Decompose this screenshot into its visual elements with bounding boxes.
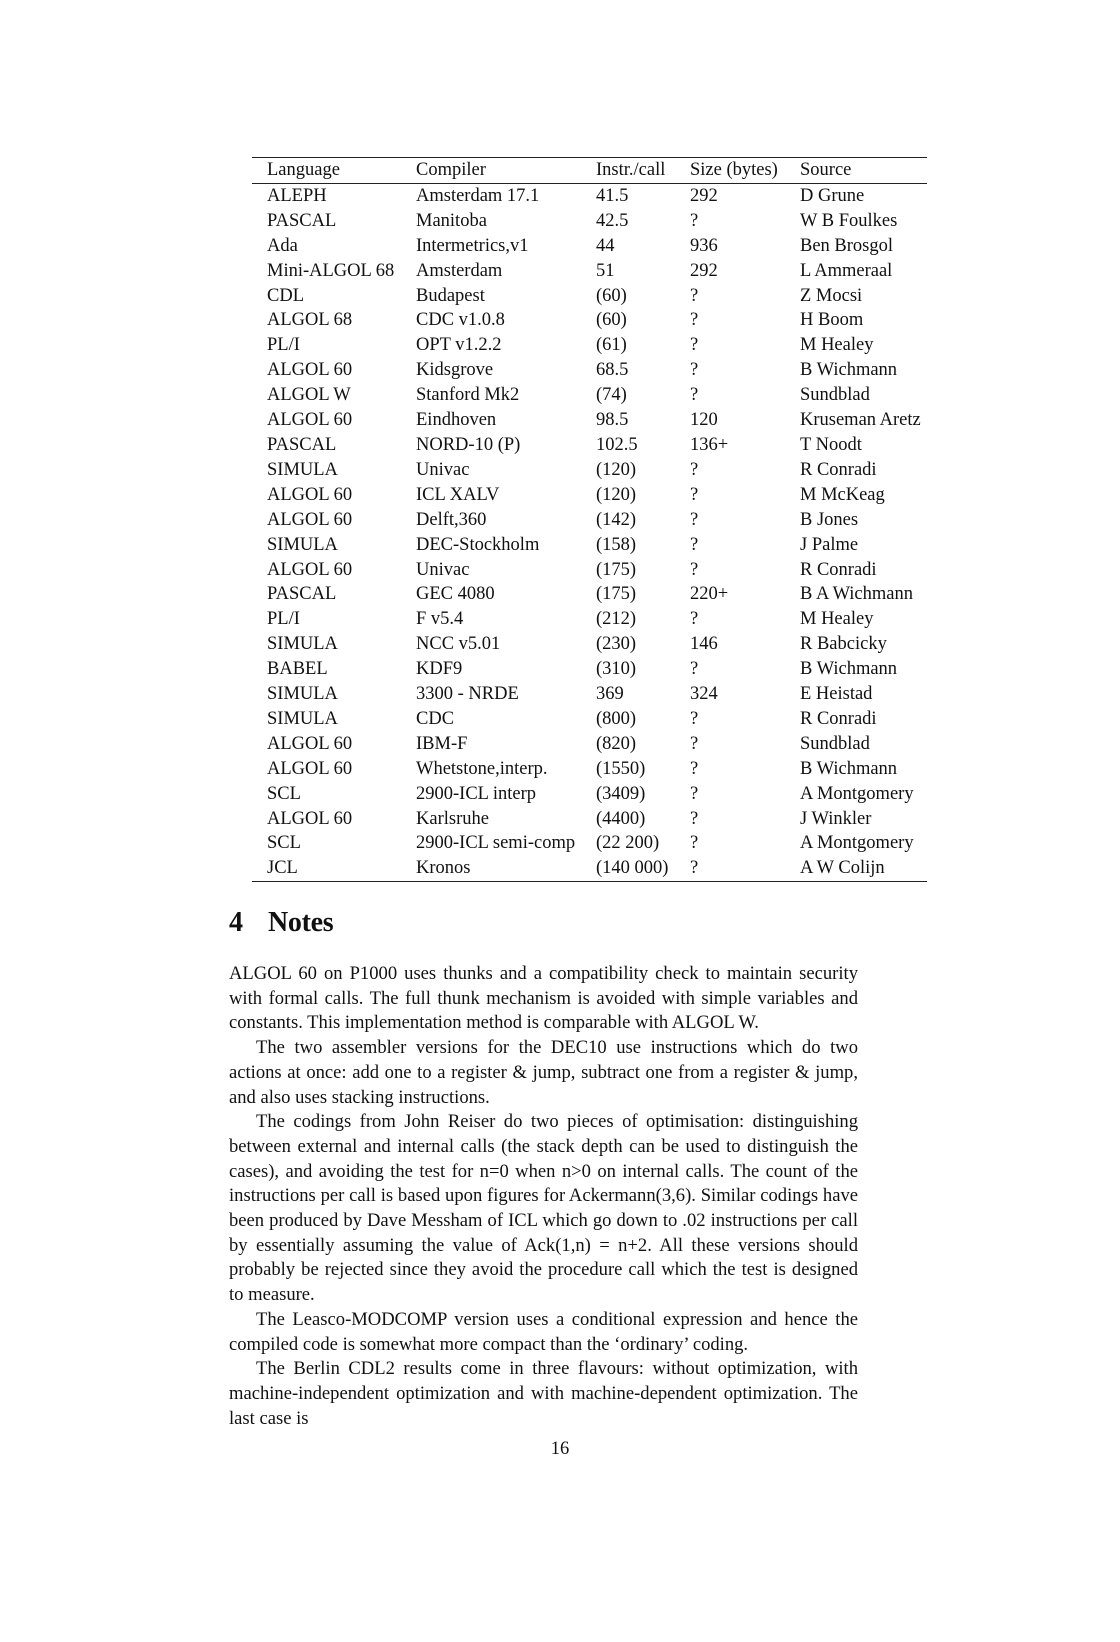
cell-instr-per-call: (120) — [596, 484, 637, 505]
cell-compiler: Amsterdam — [416, 260, 503, 281]
cell-source: D Grune — [800, 185, 865, 206]
cell-instr-per-call: (230) — [596, 634, 637, 655]
cell-language: PL/I — [267, 609, 300, 630]
cell-compiler: Whetstone,interp. — [416, 758, 548, 779]
cell-compiler: Stanford Mk2 — [416, 385, 520, 406]
cell-language: Ada — [267, 235, 298, 256]
cell-size-bytes: 292 — [690, 185, 718, 206]
cell-source: B Jones — [800, 509, 859, 530]
cell-instr-per-call: (142) — [596, 509, 637, 530]
cell-language: ALGOL 60 — [267, 733, 353, 754]
cell-compiler: Univac — [416, 559, 470, 580]
page-number: 16 — [550, 1439, 570, 1459]
cell-instr-per-call: 51 — [596, 260, 615, 281]
cell-language: SIMULA — [267, 634, 338, 655]
table-row — [252, 308, 927, 333]
table-row — [252, 383, 927, 408]
cell-instr-per-call: (800) — [596, 708, 637, 729]
table-row — [252, 234, 927, 259]
table-row — [252, 856, 927, 881]
cell-compiler: Budapest — [416, 285, 485, 306]
cell-language: ALGOL 60 — [267, 410, 353, 431]
cell-instr-per-call: 42.5 — [596, 210, 629, 231]
cell-instr-per-call: (310) — [596, 659, 637, 680]
cell-size-bytes: ? — [690, 310, 699, 331]
results-table — [252, 157, 927, 882]
table-row — [252, 259, 927, 284]
cell-instr-per-call: (158) — [596, 534, 637, 555]
table-row — [252, 807, 927, 832]
results-table-container — [252, 157, 927, 882]
paragraph: The codings from John Reiser do two pieces of optimisation: distinguishing between external and internal calls (the stack depth can be used to distinguish the cases), and avoiding the test for n=0 when n>0 on internal calls. The count of the instructions per call is based upon figures for Ackermann(3,6). Similar codings have been produced by Dave Messham of ICL which go down to .02 instructions per call by essentially assuming the value of Ack(1,n) = n+2. All these versions should probably be rejected since they avoid the procedure call which the test is designed to measure. — [229, 1111, 858, 1306]
cell-source: Sundblad — [800, 733, 870, 754]
cell-compiler: Intermetrics,v1 — [416, 235, 529, 256]
cell-instr-per-call: 369 — [596, 684, 624, 705]
cell-language: SIMULA — [267, 534, 338, 555]
header-instr-per-call: Instr./call — [596, 160, 666, 180]
table-row — [252, 558, 927, 583]
section-number: 4 — [229, 907, 243, 938]
cell-compiler: NCC v5.01 — [416, 634, 501, 655]
cell-compiler: OPT v1.2.2 — [416, 335, 502, 356]
table-row — [252, 458, 927, 483]
cell-language: Mini-ALGOL 68 — [267, 260, 395, 281]
cell-source: Kruseman Aretz — [800, 410, 921, 431]
cell-instr-per-call: (175) — [596, 559, 637, 580]
section-heading — [229, 903, 333, 943]
cell-language: ALEPH — [267, 185, 327, 206]
cell-compiler: Manitoba — [416, 210, 487, 231]
paragraph: ALGOL 60 on P1000 uses thunks and a compatibility check to maintain security with formal calls. The full thunk mechanism is avoided with simple variables and constants. This implementation method is comparable with ALGOL W. — [229, 963, 858, 1034]
cell-compiler: KDF9 — [416, 659, 463, 680]
table-row — [252, 657, 927, 682]
cell-compiler: NORD-10 (P) — [416, 434, 521, 455]
table-row — [252, 732, 927, 757]
cell-instr-per-call: (3409) — [596, 783, 646, 804]
cell-source: Sundblad — [800, 385, 870, 406]
table-row — [252, 707, 927, 732]
cell-language: ALGOL 68 — [267, 310, 353, 331]
table-row — [252, 284, 927, 309]
cell-compiler: ICL XALV — [416, 484, 500, 505]
cell-instr-per-call: (4400) — [596, 808, 646, 829]
cell-size-bytes: 292 — [690, 260, 718, 281]
cell-instr-per-call: (1550) — [596, 758, 646, 779]
cell-language: ALGOL W — [267, 385, 351, 406]
cell-source: A W Colijn — [800, 858, 885, 879]
cell-compiler: Univac — [416, 459, 470, 480]
cell-source: M Healey — [800, 335, 874, 356]
cell-size-bytes: 220+ — [690, 584, 729, 605]
cell-language: CDL — [267, 285, 304, 306]
cell-size-bytes: ? — [690, 808, 699, 829]
cell-source: T Noodt — [800, 434, 862, 455]
table-row — [252, 831, 927, 856]
cell-size-bytes: ? — [690, 360, 699, 381]
cell-size-bytes: ? — [690, 509, 699, 530]
table-row — [252, 782, 927, 807]
table-row — [252, 209, 927, 234]
cell-instr-per-call: 98.5 — [596, 410, 629, 431]
cell-language: PASCAL — [267, 434, 337, 455]
cell-size-bytes: ? — [690, 783, 699, 804]
cell-compiler: Delft,360 — [416, 509, 487, 530]
cell-language: ALGOL 60 — [267, 484, 353, 505]
cell-instr-per-call: (60) — [596, 310, 627, 331]
cell-instr-per-call: (175) — [596, 584, 637, 605]
cell-compiler: Kidsgrove — [416, 360, 494, 381]
cell-language: PL/I — [267, 335, 300, 356]
table-row — [252, 632, 927, 657]
header-size-bytes: Size (bytes) — [690, 160, 778, 180]
cell-source: W B Foulkes — [800, 210, 898, 231]
cell-compiler: 3300 - NRDE — [416, 684, 519, 705]
cell-size-bytes: ? — [690, 285, 699, 306]
cell-source: B A Wichmann — [800, 584, 913, 605]
table-row — [252, 582, 927, 607]
cell-language: SIMULA — [267, 708, 338, 729]
cell-compiler: F v5.4 — [416, 609, 464, 630]
cell-size-bytes: 936 — [690, 235, 718, 256]
cell-instr-per-call: (140 000) — [596, 858, 669, 879]
cell-compiler: CDC v1.0.8 — [416, 310, 505, 331]
table-row — [252, 508, 927, 533]
cell-instr-per-call: (212) — [596, 609, 637, 630]
cell-size-bytes: ? — [690, 733, 699, 754]
table-row — [252, 483, 927, 508]
paragraph: The Berlin CDL2 results come in three flavours: without optimization, with machine-independent optimization and with machine-dependent optimization. The last case is — [229, 1358, 858, 1429]
cell-source: A Montgomery — [800, 783, 914, 804]
table-row — [252, 433, 927, 458]
cell-source: R Conradi — [800, 559, 877, 580]
cell-instr-per-call: 41.5 — [596, 185, 629, 206]
cell-language: SIMULA — [267, 459, 338, 480]
cell-size-bytes: ? — [690, 210, 699, 231]
cell-source: B Wichmann — [800, 758, 898, 779]
cell-instr-per-call: 44 — [596, 235, 615, 256]
cell-size-bytes: ? — [690, 459, 699, 480]
cell-source: B Wichmann — [800, 360, 898, 381]
cell-source: J Winkler — [800, 808, 872, 829]
cell-instr-per-call: (22 200) — [596, 833, 660, 854]
cell-instr-per-call: 102.5 — [596, 434, 638, 455]
cell-compiler: 2900-ICL semi-comp — [416, 833, 576, 854]
cell-size-bytes: ? — [690, 609, 699, 630]
table-row — [252, 533, 927, 558]
table-row — [252, 757, 927, 782]
table-row — [252, 358, 927, 383]
table-row — [252, 183, 927, 208]
cell-source: M Healey — [800, 609, 874, 630]
cell-size-bytes: ? — [690, 659, 699, 680]
cell-size-bytes: ? — [690, 758, 699, 779]
cell-size-bytes: ? — [690, 534, 699, 555]
cell-language: SCL — [267, 833, 301, 854]
cell-source: H Boom — [800, 310, 864, 331]
table-row — [252, 682, 927, 707]
header-source: Source — [800, 160, 852, 180]
cell-size-bytes: 136+ — [690, 434, 729, 455]
cell-compiler: DEC-Stockholm — [416, 534, 540, 555]
cell-source: Ben Brosgol — [800, 235, 894, 256]
cell-source: J Palme — [800, 534, 859, 555]
cell-language: ALGOL 60 — [267, 758, 353, 779]
cell-language: ALGOL 60 — [267, 808, 353, 829]
cell-source: A Montgomery — [800, 833, 914, 854]
cell-source: R Babcicky — [800, 634, 887, 655]
cell-size-bytes: ? — [690, 484, 699, 505]
cell-size-bytes: 120 — [690, 410, 718, 431]
cell-language: JCL — [267, 858, 298, 879]
cell-compiler: Kronos — [416, 858, 471, 879]
cell-compiler: GEC 4080 — [416, 584, 495, 605]
cell-size-bytes: ? — [690, 858, 699, 879]
cell-instr-per-call: (74) — [596, 385, 627, 406]
cell-source: R Conradi — [800, 708, 877, 729]
cell-compiler: 2900-ICL interp — [416, 783, 537, 804]
cell-source: M McKeag — [800, 484, 885, 505]
cell-language: ALGOL 60 — [267, 360, 353, 381]
cell-source: E Heistad — [800, 684, 873, 705]
cell-source: L Ammeraal — [800, 260, 893, 281]
paragraph: The two assembler versions for the DEC10 use instructions which do two actions at once: add one to a register & jump, subtract one from a register & jump, and also uses stacking instructions. — [229, 1037, 858, 1108]
cell-language: SCL — [267, 783, 301, 804]
cell-instr-per-call: (60) — [596, 285, 627, 306]
cell-source: B Wichmann — [800, 659, 898, 680]
header-language: Language — [267, 160, 340, 180]
cell-size-bytes: ? — [690, 559, 699, 580]
paragraph: The Leasco-MODCOMP version uses a conditional expression and hence the compiled code is somewhat more compact than the ‘ordinary’ coding. — [229, 1308, 858, 1355]
cell-language: BABEL — [267, 659, 328, 680]
cell-language: PASCAL — [267, 210, 337, 231]
cell-size-bytes: 324 — [690, 684, 718, 705]
cell-size-bytes: ? — [690, 833, 699, 854]
table-row — [252, 408, 927, 433]
header-compiler: Compiler — [416, 160, 486, 180]
cell-language: SIMULA — [267, 684, 338, 705]
cell-source: R Conradi — [800, 459, 877, 480]
cell-compiler: IBM-F — [416, 733, 468, 754]
section-title: Notes — [268, 907, 334, 938]
cell-instr-per-call: (61) — [596, 335, 627, 356]
cell-instr-per-call: 68.5 — [596, 360, 629, 381]
cell-compiler: Eindhoven — [416, 410, 497, 431]
cell-compiler: Amsterdam 17.1 — [416, 185, 540, 206]
cell-compiler: CDC — [416, 708, 455, 729]
table-row — [252, 607, 927, 632]
table-header-row — [252, 158, 927, 184]
cell-size-bytes: ? — [690, 708, 699, 729]
cell-size-bytes: 146 — [690, 634, 718, 655]
cell-source: Z Mocsi — [800, 285, 863, 306]
table-body — [252, 183, 927, 881]
table-row — [252, 333, 927, 358]
cell-compiler: Karlsruhe — [416, 808, 489, 829]
cell-language: ALGOL 60 — [267, 509, 353, 530]
notes-body — [229, 962, 858, 1431]
cell-size-bytes: ? — [690, 335, 699, 356]
cell-language: PASCAL — [267, 584, 337, 605]
cell-instr-per-call: (820) — [596, 733, 637, 754]
cell-instr-per-call: (120) — [596, 459, 637, 480]
cell-language: ALGOL 60 — [267, 559, 353, 580]
cell-size-bytes: ? — [690, 385, 699, 406]
